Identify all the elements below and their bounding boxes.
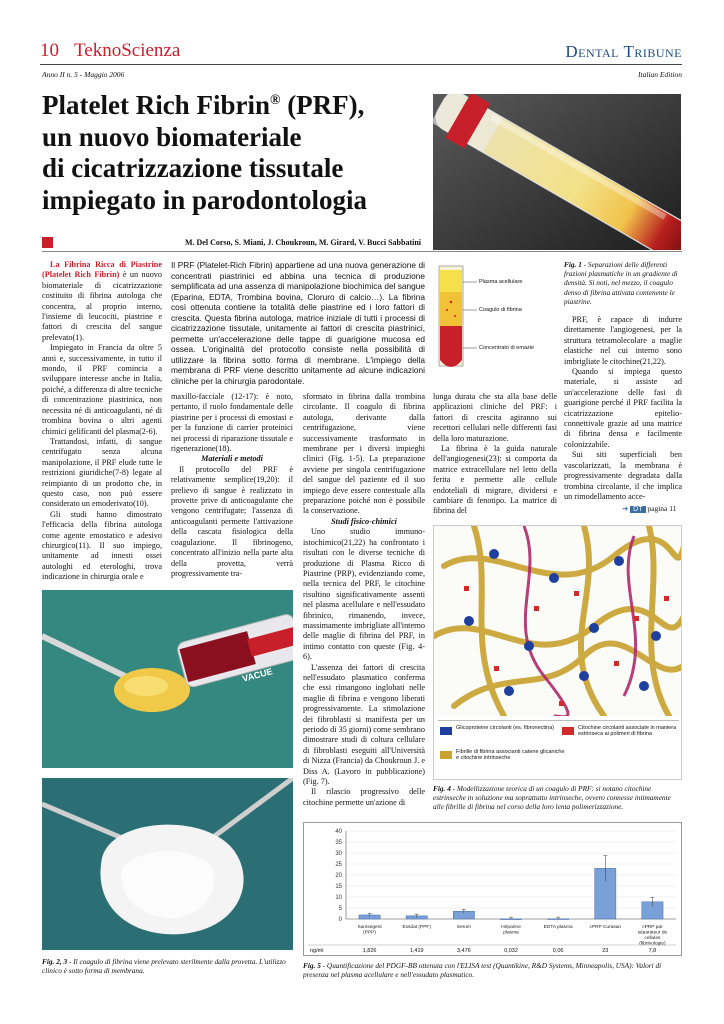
data-value-label: 1,419 — [409, 948, 424, 954]
figure-5-chart — [303, 822, 682, 956]
data-value-label: 0,032 — [504, 948, 518, 954]
pdgf-bar-chart — [304, 823, 683, 957]
y-tick-label: 10 — [335, 895, 342, 901]
figure-1-diagram — [433, 260, 557, 390]
article-authors: M. Del Corso, S. Miani, J. Choukroun, M. Girard, V. Bucci Sabbatini — [184, 238, 421, 247]
fig1-label-rbc: Concentrato di emazie — [479, 345, 535, 351]
column-5: PRF, è capace di indurre direttamente l'angiogenesi, per la struttura tetramolecolare a maglie elastiche nel cui interno sono imbrigliate le citochine(21,22). Quando si impiega questo materiale, si assiste ad un'accelerazione delle fasi di guarigione perché il PRF facilita la cicatrizzazione epitelio-connettivale grazie ad una matrice di fibrina densa e facilmente colonizzabile. Sui siti superficiali ben vascolarizzati, la membrana è progressivamente degradata dalla trombina circolante, il che implica un rimodellamento acce- — [564, 315, 682, 501]
data-value-label: 7,8 — [648, 948, 657, 954]
header-rule — [40, 64, 682, 65]
category-label: EDTA plasma — [543, 925, 573, 930]
authors-rule — [42, 251, 682, 252]
unit-label: ng/ml — [310, 948, 324, 954]
column-1: La Fibrina Ricca di Piastrine (Platelet Rich Fibrin) è un nuovo biomateriale di cicatrizzazione costituito di fibrina autologa che concentra, al proprio interno, l'insieme di leucociti, piastrine e fattori di crescita del sangue prelevato(1). Impiegato in Francia da oltre 5 anni e, successivamente, in tutto il mondo, il PRF comincia a sviluppare interesse anche in Italia, poiché, a differenza di altre tecniche di concentrazione piastrinica, non necessita né di anticoagulanti, né di trombina bovina o altri agenti chimici gelificanti del plasma(2-6). Trattandosi, infatti, di sangue centrifugato senza alcuna manipolazione, il PRF elude tutte le restrizioni giuridiche(7-8) legate al reimpianto di un prodotto che, in questo caso, non può essere considerato un emoderivato(10). Gli studi hanno dimostrato l'efficacia della fibrina autologa come agente emostatico e adesivo chirurgico(11). Il suo impiego, unitamente ad innesti ossei autologhi ed eterologhi, trova indicazione in chirurgia orale e — [42, 260, 162, 582]
fig4-legend — [438, 720, 679, 776]
category-label: Exsdat (PPF) — [402, 925, 431, 930]
issue-info: Anno II n. 5 - Maggio 2006 — [42, 70, 125, 79]
figure-1-caption: Fig. 1 - Separazioni delle differenti frazioni plasmatiche in un gradiente di densità. Si noti, nel mezzo, il coagulo denso di fibrina attivata contenente le piastrine. — [564, 260, 678, 306]
y-tick-label: 5 — [338, 906, 342, 912]
subheading-studi: Studi fisico-chimici — [331, 516, 397, 526]
legend-swatch-glycoprotein — [440, 727, 452, 735]
legend-fibrin: Fibrille di fibrina associanti catene glicaniche e citochine intrinseche — [456, 749, 565, 761]
category-label: Serum — [456, 925, 471, 930]
publication-brand: Dental Tribune — [565, 42, 682, 61]
legend-glycoprotein: Glicoproteine circolanti (es. fibronectina) — [456, 725, 555, 731]
category-label: Sumsegent (PPP) — [357, 925, 382, 936]
figure-2-clot-photo — [42, 590, 293, 768]
arrow-right-icon: ➔ — [622, 504, 629, 513]
figure-2-3-caption: Fig. 2, 3 - Il coagulo di fibrina viene prelevato sterilmente dalla provetta. L'utilizzo clinico è sotto forma di membrana. — [42, 957, 286, 976]
category-label: cPRP par séparateur de cellules (fibrinologie) — [637, 925, 668, 947]
section-marker — [42, 237, 53, 248]
y-tick-label: 40 — [335, 829, 342, 835]
data-value-label: 1,826 — [362, 948, 377, 954]
figure-4-fibrin-model — [433, 525, 682, 780]
intro-highlight: La Fibrina Ricca di Piastrine (Platelet Rich Fibrin) — [42, 260, 162, 280]
dt-badge: DT — [630, 506, 645, 513]
category-label: Héparine plasma — [501, 925, 521, 936]
column-2: maxillo-facciale (12-17): è noto, pertanto, il ruolo fondamentale delle piastrine per i processi di emostasi e per la funzione di carrier proteinici nei processi di riparazione tissutale e rigenerazione(18). Materiali e metodi Il protocollo del PRF è relativamente semplice(19,20): il prelievo di sangue è realizzato in provette prive di anticoagulante che vengono centrifugate; l'assenza di anticoagulanti permette l'attivazione della cascata fisiologica della coagulazione. Il fibrinogeno, concentrato all'inizio nella parte alta della provetta, verrà progressivamente tra- — [171, 392, 293, 578]
fig1-label-plasma: Plasma acellulare — [479, 279, 523, 285]
column-3: sformato in fibrina dalla trombina circolante. Il coagulo di fibrina autologa, derivante dalla centrifugazione, viene successivamente trasformato in membrane per i diversi impieghi clinici (Fig. 1-5). La preparazione avviene per singola centrifugazione del sangue del paziente ed il suo impiego deve essere contestuale alla preparazione poiché non è possibile la conservazione. Studi fisico-chimici Uno studio immuno-istochimico(21,22) ha confrontato i risultati con le diverse tecniche di produzione di Plasma Ricco di Piastrine (PRP), evidenziando come, nella tecnica del PRF, le citochine risultino significativamente assenti nel plasma acellulare e nell'essudato fibrinico, rimanendo, invece, massimamente imbrigliate all'interno delle maglie di fibrina del PRF, in intimo contatto con queste (Fig. 4-6). L'assenza dei fattori di crescita nell'essudato plasmatico conferma che essi rimangono inglobati nelle maglie di fibrina e vengono liberati progressivamente. La stimolazione dei fibroblasti si manifesta per un periodo di 35 giorni) come sembrano dimostrare studi di coltura cellulare di fibroblasti eseguiti all'Università di Nizza (Francia) da Choukroun J. e Diss A. (Lavoro in pubblicazione) (Fig. 7). Il rilascio progressivo delle citochine permette un'azione di — [303, 392, 425, 807]
edition-info: Italian Edition — [638, 70, 682, 79]
y-tick-label: 25 — [335, 862, 342, 868]
y-tick-label: 35 — [335, 840, 342, 846]
category-label: cPRP Curasan — [589, 925, 622, 930]
data-value-label: 0,06 — [552, 948, 564, 954]
bar — [500, 919, 521, 920]
figure-5-caption: Fig. 5 - Quantificazione del PDGF-BB ottenuta con l'ELISA test (Quantikine, R&D Systems, Minneapolis, USA): Valori di presenza nel plasma acellulare e nell'essudato plasmatico. — [303, 961, 662, 980]
figure-4-caption: Fig. 4 - Modellizzazione teorica di un coagulo di PRF: si notano citochine estrinseche in soluzione ma soprattutto intrinseche, ovvero connesse intimamente alle fibrille di fibrina nel corso della loro lenta polimerizzazione. — [433, 784, 671, 812]
tube-label: VACUE — [241, 666, 274, 684]
figure-3-membrane-photo — [42, 778, 293, 950]
hero-test-tube-photo — [433, 94, 681, 250]
y-tick-label: 0 — [338, 917, 342, 923]
data-value-label: 3,476 — [456, 948, 471, 954]
legend-swatch-fibrin — [440, 751, 452, 759]
continue-link[interactable]: ➔ DT pagina 11 — [622, 504, 677, 513]
page-number: 10 — [40, 40, 59, 61]
data-value-label: 23 — [602, 948, 609, 954]
subheading-materiali: Materiali e metodi — [201, 454, 263, 464]
article-lead: Il PRF (Platelet-Rich Fibrin) appartiene ad una nuova generazione di concentrati piastrinici ed abbina una tecnica di produzione semplificata ad una assenza di manipolazione biochimica del sangue (Eparina, EDTA, Trombina bovina, Cloruro di calcio…). La fibrina così ottenuta contiene la totalità delle piastrine ed i loro fattori di crescita. Questa fibrina autologa, matrice iniziale di tutti i processi di cicatrizzazione tissutale, unitamente ai fattori di crescita piastrinici, permette un'accelerazione delle tappe di guarigione mucosa ed ossea. L'originalità del protocollo consiste nella possibilità di utilizzare la fibrina sotto forma di membrane. L'impiego della membrana di PRF viene descritto unitamente ad alcune indicazioni cliniche per la chirurgia parodontale. — [171, 260, 425, 386]
column-4: lunga durata che sta alla base delle applicazioni cliniche del PRF: i fattori di crescita agiranno sui recettori cellulari nelle differenti fasi della loro maturazione. La fibrina è la guida naturale dell'angiogenesi(23): si comporta da matrice extracellulare nel letto della ferita e permette alle cellule endoteliali di migrare, dividersi e cambiare di fenotipo. La matrice di fibrina del — [433, 392, 557, 516]
article-headline: Platelet Rich Fibrin® (PRF), un nuovo biomateriale di cicatrizzazione tissutale impiegato in parodontologia — [42, 90, 368, 215]
y-tick-label: 15 — [335, 884, 342, 890]
fig1-label-clot: Coagulo di fibrina — [479, 307, 522, 313]
section-title: TeknoScienza — [74, 40, 181, 61]
y-tick-label: 20 — [335, 873, 342, 879]
y-tick-label: 30 — [335, 851, 342, 857]
legend-swatch-cytokine — [562, 727, 574, 735]
legend-cytokine: Citochine circolanti associate in maniera estrinseca ai polimeri di fibrina — [578, 725, 677, 737]
